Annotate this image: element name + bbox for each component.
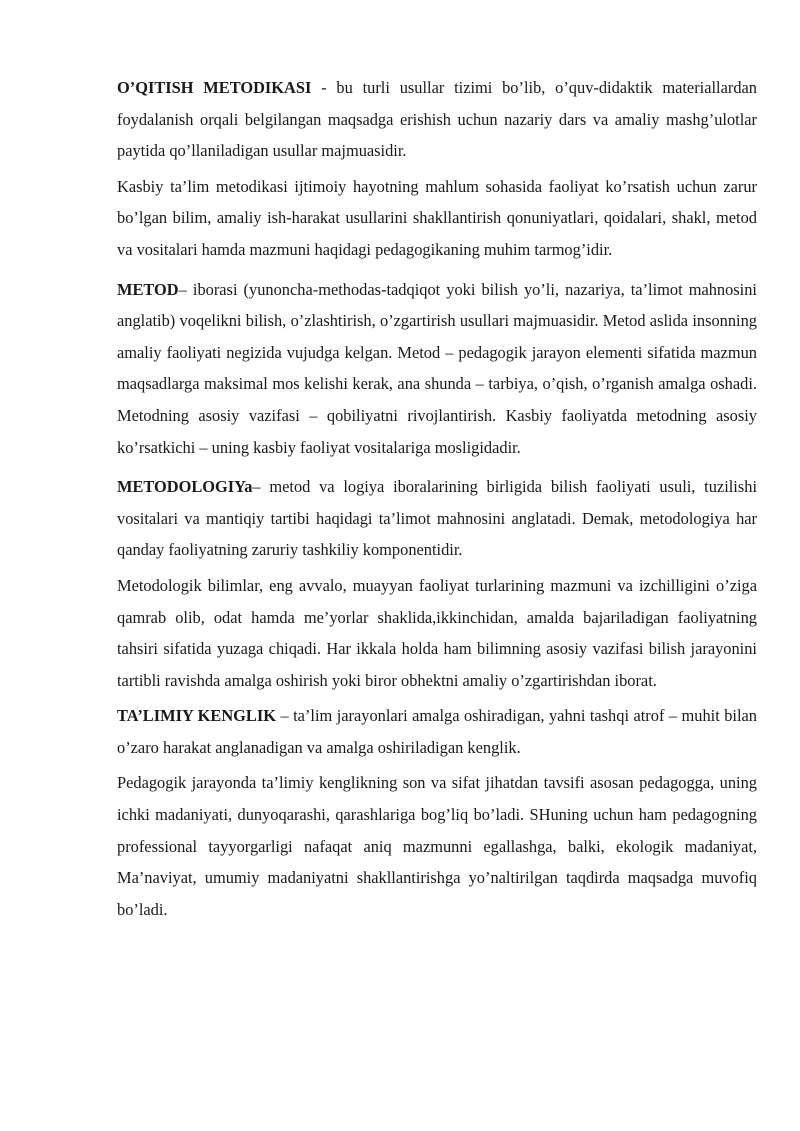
paragraph-pedagogik-jarayon — [117, 767, 757, 925]
paragraph-metodologik-bilimlar — [117, 570, 757, 696]
paragraph-metodologiya — [117, 471, 757, 566]
paragraph-text: Kasbiy ta’lim metodikasi ijtimoiy hayotning mahlum sohasida faoliyat ko’rsatish uchun zarur bo’lgan bilim, amaliy ish-harakat usullarini shakllantirish qonuniyatlari, qoidalari, shakl, metod va vositalari hamda mazmuni haqidagi pedagogikaning muhim tarmog’idir. — [117, 176, 757, 259]
term-metod: METOD — [117, 279, 179, 299]
document-page — [117, 72, 757, 925]
term-oqitish-metodikasi: O’QITISH METODIKASI — [117, 78, 312, 97]
paragraph-text: Metodologik bilimlar, eng avvalo, muayyan faoliyat turlarining mazmuni va izchilligini o’ziga qamrab olib, odat hamda me’yorlar shaklida,ikkinchidan, amalda bajariladigan faoliyatning tahsiri sifatida yuzaga chiqadi. Har ikkala holda ham bilimning asosiy vazifasi bilish jarayonini tartibli ravishda amalga oshirish yoki biror obhektni amaliy o’zgartirishdan iborat. — [117, 575, 757, 690]
paragraph-text: Pedagogik jarayonda ta’limiy kenglikning son va sifat jihatdan tavsifi asosan pedagogga, uning ichki madaniyati, dunyoqarashi, qarashlariga bog’liq bo’ladi. SHuning uchun ham pedagogning professional tayyorgarligi nafaqat aniq mazmunni egallashga, balki, ekologik madaniyat, Ma’naviyat, umumiy madaniyatni shakllantirishga yo’naltirilgan taqdirda maqsadga muvofiq bo’ladi. — [117, 773, 757, 919]
definition-oqitish-metodikasi: - bu turli usullar tizimi bo’lib, o’quv-didaktik materiallardan foydalanish orqali belgilangan maqsadga erishish uchun nazariy dars va amaliy mashg’ulotlar paytida qo’llaniladigan usullar majmuasidir. — [117, 78, 757, 161]
term-metodologiya: METODOLOGIYa — [117, 477, 253, 497]
paragraph-talimiy-kenglik — [117, 700, 757, 763]
term-talimiy-kenglik: TA’LIMIY KENGLIK — [117, 706, 276, 726]
definition-metodologiya: – metod va logiya iboralarining birligida bilish faoliyati usuli, tuzilishi vositalari va mantiqiy tartibi haqidagi ta’limot mahnosini anglatadi. Demak, metodologiya har qanday faoliyatning zaruriy tashkiliy komponentidir. — [117, 477, 757, 560]
definition-talimiy-kenglik: – ta’lim jarayonlari amalga oshiradigan, yahni tashqi atrof – muhit bilan o’zaro harakat anglanadigan va amalga oshiriladigan kenglik. — [117, 706, 757, 757]
definition-metod: – iborasi (yunoncha-methodas-tadqiqot yoki bilish yo’li, nazariya, ta’limot mahnosini anglatib) voqelikni bilish, o’zlashtirish, o’zgartirish usullari majmuasidir. Metod aslida insonning amaliy faoliyati negizida vujudga kelgan. Metod – pedagogik jarayon elementi sifatida mazmun maqsadlarga maksimal mos kelishi kerak, ana shunda – tarbiya, o’qish, o’rganish amalga oshadi. Metodning asosiy vazifasi – qobiliyatni rivojlantirish. Kasbiy faoliyatda metodning asosiy ko’rsatkichi – uning kasbiy faoliyat vositalariga mosligidadir. — [117, 279, 757, 457]
paragraph-oqitish-metodikasi — [117, 72, 757, 167]
paragraph-metod — [117, 274, 757, 464]
paragraph-kasbiy-talim-metodikasi — [117, 171, 757, 266]
